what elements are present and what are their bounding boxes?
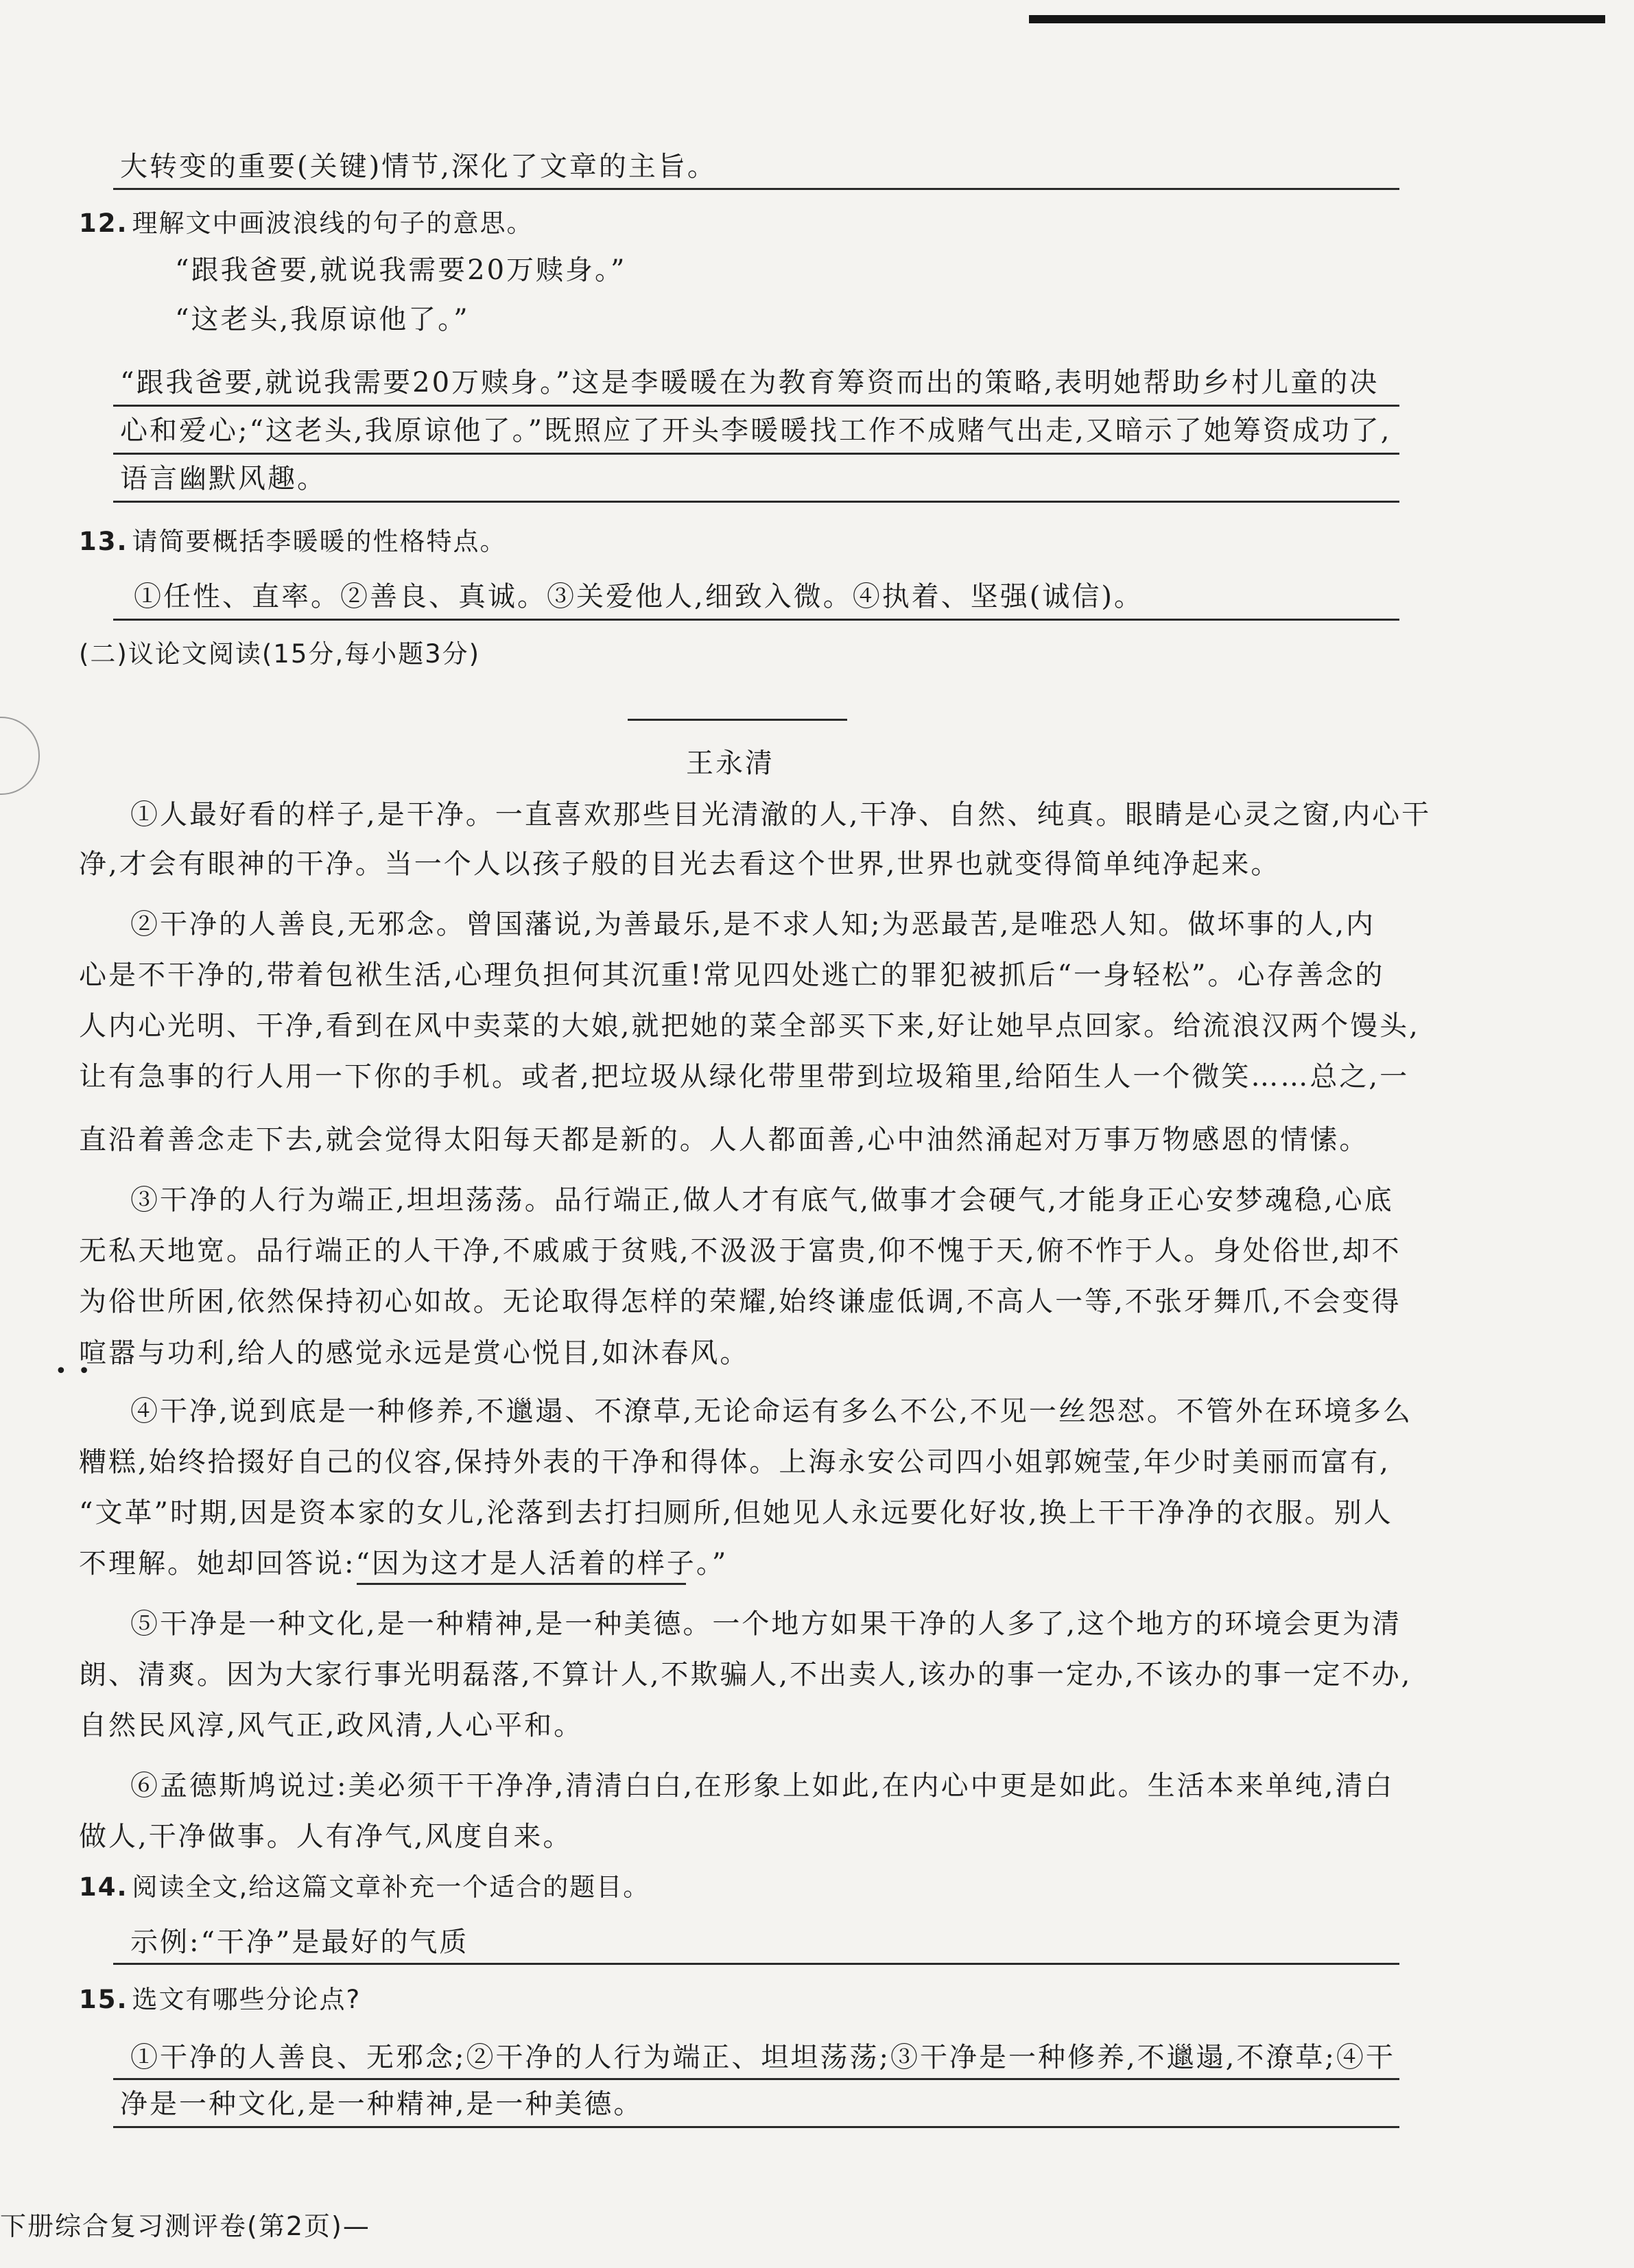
emphasis-dots: ••	[55, 1359, 102, 1383]
answer-15-line-2: 净是一种文化,是一种精神,是一种美德。	[120, 2088, 643, 2120]
article-line: 直沿着善念走下去,就会觉得太阳每天都是新的。人人都面善,心中油然涌起对万事万物感恩的情愫。	[79, 1124, 1369, 1156]
article-line: 不理解。她却回答说:“因为这才是人活着的样子。”	[79, 1548, 729, 1579]
wavy-underline	[357, 1583, 686, 1585]
question-prompt: 理解文中画波浪线的句子的意思。	[132, 208, 534, 238]
article-line: 心是不干净的,带着包袱生活,心理负担何其沉重!常见四处逃亡的罪犯被抓后“一身轻松”。心存善念的	[79, 959, 1385, 991]
article-line: 喧嚣与功利,给人的感觉永远是赏心悦目,如沐春风。	[79, 1337, 750, 1369]
question-prompt: 阅读全文,给这篇文章补充一个适合的题目。	[132, 1872, 650, 1902]
answer-12-line-1: “跟我爸要,就说我需要20万赎身。”这是李暖暖在为教育筹资而出的策略,表明她帮助乡村儿童的决	[120, 367, 1380, 398]
quote-1: “跟我爸要,就说我需要20万赎身。”	[175, 254, 627, 286]
answer-line	[113, 188, 1399, 190]
section-2-heading: (二)议论文阅读(15分,每小题3分)	[79, 639, 481, 669]
article-line: ④干净,说到底是一种修养,不邋遢、不潦草,无论命运有多么不公,不见一丝怨怼。不管外在环境多么	[130, 1396, 1412, 1427]
question-prompt: 请简要概括李暖暖的性格特点。	[132, 527, 507, 556]
article-line: 人内心光明、干净,看到在风中卖菜的大娘,就把她的菜全部买下来,好让她早点回家。给流浪汉两个馒头,	[79, 1010, 1420, 1042]
article-line: 朗、清爽。因为大家行事光明磊落,不算计人,不欺骗人,不出卖人,该办的事一定办,不该办的事一定不办,	[79, 1659, 1412, 1691]
answer-12-line-3: 语言幽默风趣。	[120, 463, 327, 494]
article-line: 糟糕,始终拾掇好自己的仪容,保持外表的干净和得体。上海永安公司四小姐郭婉莹,年少时美丽而富有,	[79, 1446, 1390, 1478]
article-author: 王永清	[686, 748, 774, 779]
question-14	[79, 1868, 650, 1907]
question-number: 14.	[79, 1872, 128, 1902]
question-number: 13.	[79, 527, 128, 556]
article-line: 无私天地宽。品行端正的人干净,不戚戚于贫贱,不汲汲于富贵,仰不愧于天,俯不怍于人。身处俗世,却不	[79, 1235, 1401, 1267]
quote-2: “这老头,我原谅他了。”	[175, 304, 470, 335]
title-blank	[628, 719, 847, 721]
answer-line	[113, 619, 1399, 621]
question-13	[79, 523, 507, 561]
answer-13: ①任性、直率。②善良、真诚。③关爱他人,细致入微。④执着、坚强(诚信)。	[134, 581, 1144, 612]
answer-line	[113, 2126, 1399, 2128]
article-line: “文革”时期,因是资本家的女儿,沦落到去打扫厕所,但她见人永远要化好妆,换上干干净净的衣服。别人	[79, 1497, 1393, 1529]
article-line: ⑥孟德斯鸠说过:美必须干干净净,清清白白,在形象上如此,在内心中更是如此。生活本来单纯,清白	[130, 1770, 1395, 1802]
question-15	[79, 1981, 361, 2019]
question-number: 15.	[79, 1985, 128, 2014]
answer-line	[113, 1963, 1399, 1965]
top-rule	[1029, 15, 1605, 23]
article-line: 自然民风淳,风气正,政风清,人心平和。	[79, 1710, 584, 1741]
article-line: ①人最好看的样子,是干净。一直喜欢那些目光清澈的人,干净、自然、纯真。眼睛是心灵之窗,内心干	[130, 799, 1432, 831]
article-line: 做人,干净做事。人有净气,风度自来。	[79, 1821, 573, 1852]
article-line: ③干净的人行为端正,坦坦荡荡。品行端正,做人才有底气,做事才会硬气,才能身正心安梦魂稳,心底	[130, 1184, 1394, 1216]
article-line: 净,才会有眼神的干净。当一个人以孩子般的目光去看这个世界,世界也就变得简单纯净起来。	[79, 848, 1281, 880]
answer-11-tail: 大转变的重要(关键)情节,深化了文章的主旨。	[120, 151, 717, 182]
answer-line	[113, 2078, 1399, 2080]
stamp-mark	[0, 717, 40, 795]
answer-15-line-1: ①干净的人善良、无邪念;②干净的人行为端正、坦坦荡荡;③干净是一种修养,不邋遢,不潦草;④干	[130, 2042, 1395, 2073]
answer-12-line-2: 心和爱心;“这老头,我原谅他了。”既照应了开头李暖暖找工作不成赌气出走,又暗示了她筹资成功了,	[120, 415, 1392, 446]
question-number: 12.	[79, 208, 128, 238]
article-line: 为俗世所困,依然保持初心如故。无论取得怎样的荣耀,始终谦虚低调,不高人一等,不张牙舞爪,不会变得	[79, 1286, 1401, 1317]
question-12	[79, 204, 534, 243]
answer-14: 示例:“干净”是最好的气质	[130, 1926, 469, 1958]
article-line: ②干净的人善良,无邪念。曾国藩说,为善最乐,是不求人知;为恶最苦,是唯恐人知。做坏事的人,内	[130, 909, 1376, 940]
article-line: ⑤干净是一种文化,是一种精神,是一种美德。一个地方如果干净的人多了,这个地方的环境会更为清	[130, 1608, 1402, 1640]
answer-line	[113, 501, 1399, 503]
article-line: 让有急事的行人用一下你的手机。或者,把垃圾从绿化带里带到垃圾箱里,给陌生人一个微笑……总之,一	[79, 1061, 1410, 1093]
answer-line	[113, 405, 1399, 407]
question-prompt: 选文有哪些分论点?	[132, 1985, 362, 2014]
answer-line	[113, 453, 1399, 455]
page-footer: 下册综合复习测评卷(第2页)—	[0, 2211, 370, 2241]
